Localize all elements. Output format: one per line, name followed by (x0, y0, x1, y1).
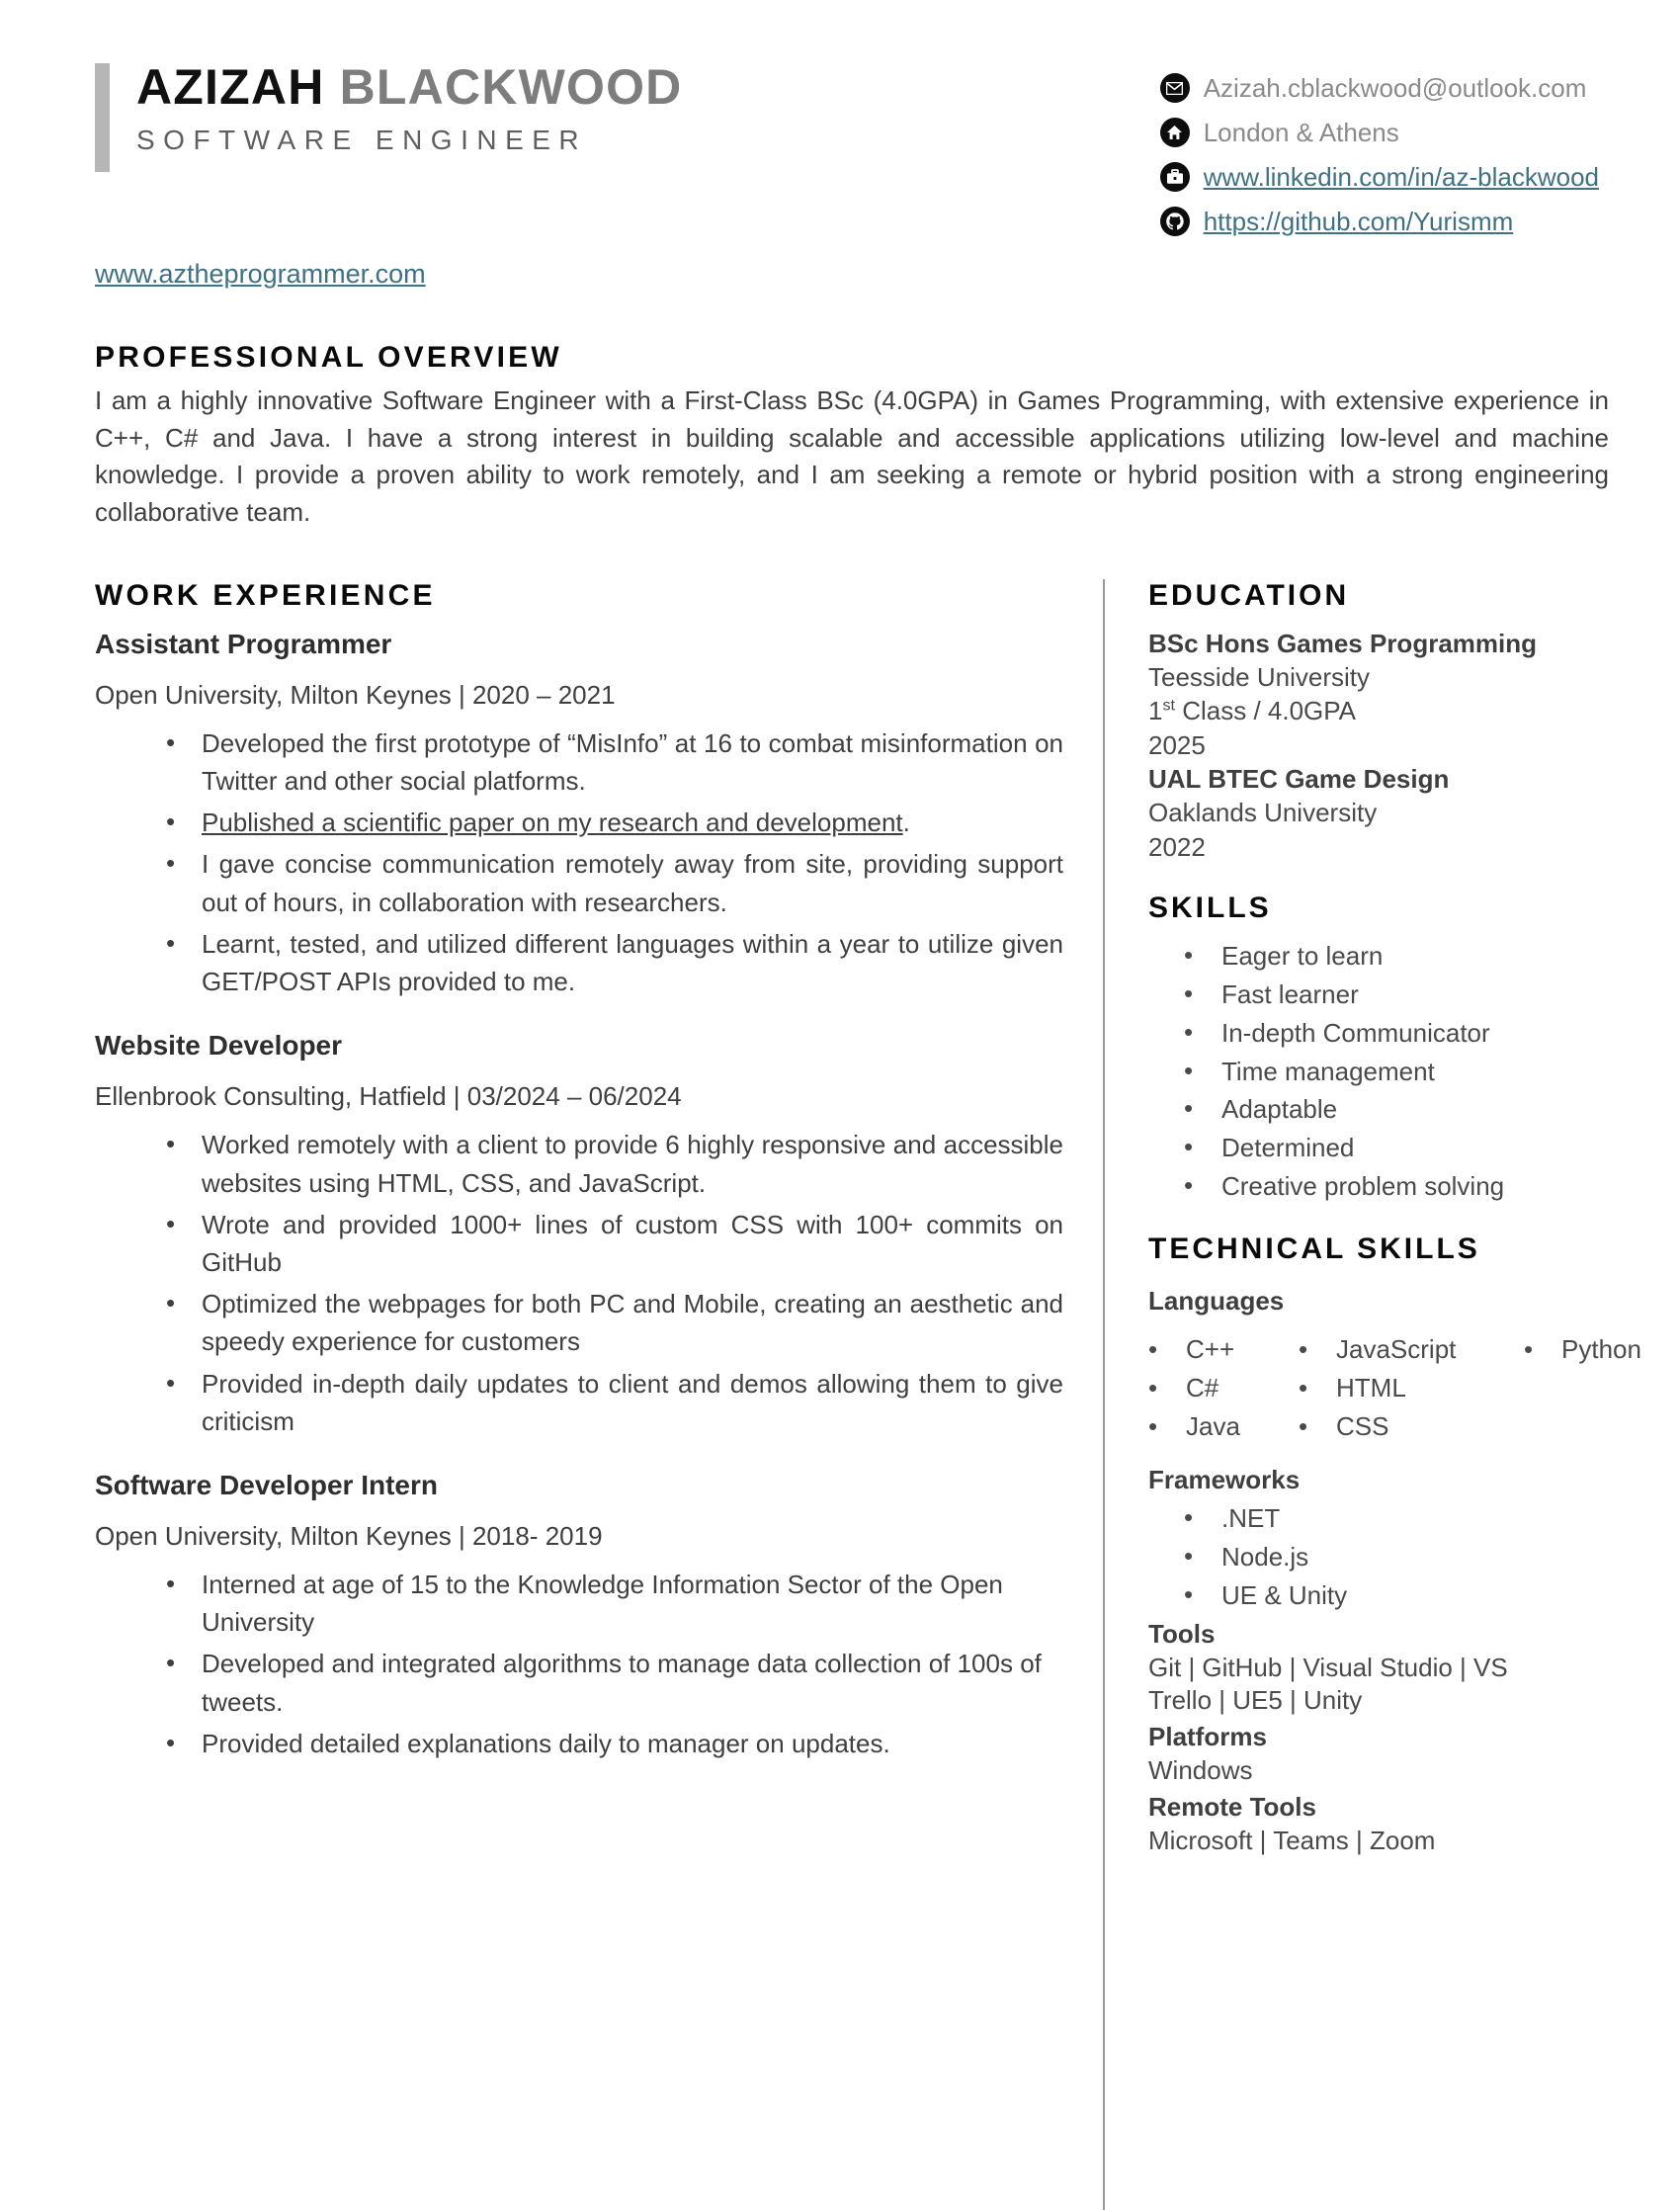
languages-row (1148, 1371, 1641, 1406)
grade-prefix: 1 (1148, 696, 1163, 726)
languages-grid (1148, 1332, 1641, 1445)
language-label: JavaScript (1336, 1334, 1457, 1365)
job-role: Website Developer (95, 1030, 343, 1062)
bullet-suffix: . (902, 808, 910, 838)
website-row (95, 259, 1609, 290)
frameworks-label: Frameworks (1148, 1464, 1301, 1494)
job-bullet (166, 1285, 1063, 1360)
education-entry (1148, 627, 1641, 762)
name-block (95, 59, 682, 156)
remote-tools-label: Remote Tools (1148, 1792, 1316, 1823)
list-item: • Eager to learn (1184, 939, 1641, 975)
name-accent-bar (95, 63, 110, 172)
language-label: Java (1186, 1410, 1240, 1441)
tools-line: Trello | UE5 | Unity (1148, 1685, 1363, 1716)
github-icon (1160, 207, 1190, 236)
job-title: SOFTWARE ENGINEER (136, 125, 588, 155)
last-name: BLACKWOOD (339, 59, 683, 115)
full-name (136, 59, 682, 115)
education-institution: Oaklands University (1148, 798, 1378, 828)
job-meta: Ellenbrook Consulting, Hatfield | 03/2024 – 06/2024 (95, 1081, 682, 1112)
job-bullet (166, 1566, 1063, 1641)
bullet-text: Optimized the webpages for both PC and Mobile, creating an aesthetic and speedy experience for customers (202, 1289, 1063, 1357)
languages-label: Languages (1148, 1286, 1285, 1317)
platforms-line: Windows (1148, 1755, 1253, 1786)
job-bullets (95, 724, 1063, 1001)
bullet-text: Provided detailed explanations daily to manager on updates. (202, 1728, 890, 1758)
language-label: HTML (1336, 1373, 1406, 1403)
job-bullets (95, 1566, 1063, 1762)
bullet-glyph: • (1524, 1334, 1534, 1365)
job-entry (95, 629, 1063, 1001)
job-bullet (166, 1365, 1063, 1440)
github-link[interactable]: https://github.com/Yurismm (1203, 207, 1514, 236)
list-item: • Adaptable (1184, 1092, 1641, 1128)
education-year: 2025 (1148, 729, 1206, 760)
education-year: 2022 (1148, 831, 1206, 862)
linkedin-link[interactable]: www.linkedin.com/in/az-blackwood (1203, 162, 1599, 192)
job-bullet (166, 1206, 1063, 1281)
education-title: UAL BTEC Game Design (1148, 764, 1450, 794)
email-text: Azizah.cblackwood@outlook.com (1203, 73, 1587, 103)
language-item (1299, 1409, 1524, 1445)
job-meta: Open University, Milton Keynes | 2018- 2019 (95, 1521, 603, 1552)
bullet-glyph: • (1148, 1334, 1158, 1365)
language-label: Python (1561, 1334, 1641, 1365)
bullet-glyph: • (1148, 1373, 1158, 1403)
job-role: Software Developer Intern (95, 1470, 438, 1501)
job-bullets (95, 1126, 1063, 1440)
list-item: • Time management (1184, 1055, 1641, 1090)
location-text: London & Athens (1203, 118, 1399, 147)
job-bullet (166, 724, 1063, 800)
job-bullet (166, 925, 1063, 1000)
bullet-text: Developed and integrated algorithms to manage data collection of 100s of tweets. (202, 1649, 1042, 1717)
language-label: C++ (1186, 1334, 1235, 1365)
bullet-text: Worked remotely with a client to provide 6 highly responsive and accessible websites using HTML, CSS, and JavaScript. (202, 1130, 1063, 1198)
bullet-glyph: • (1148, 1410, 1158, 1441)
list-item: • Node.js (1184, 1540, 1641, 1575)
bullet-glyph: • (1299, 1410, 1308, 1441)
remote-tools-line: Microsoft | Teams | Zoom (1148, 1826, 1436, 1856)
technical-skills-heading: TECHNICAL SKILLS (1148, 1232, 1480, 1266)
language-item (1148, 1409, 1299, 1445)
body-columns (95, 578, 1641, 2210)
language-item (1299, 1332, 1524, 1368)
language-item (1299, 1371, 1524, 1406)
briefcase-icon (1160, 162, 1190, 192)
job-role: Assistant Programmer (95, 628, 392, 659)
work-heading: WORK EXPERIENCE (95, 578, 436, 612)
platforms-label: Platforms (1148, 1722, 1267, 1752)
list-item: • UE & Unity (1184, 1578, 1641, 1614)
job-meta: Open University, Milton Keynes | 2020 – 2021 (95, 679, 616, 710)
education-title: BSc Hons Games Programming (1148, 628, 1537, 658)
job-bullet (166, 1725, 1063, 1762)
grade-rest: Class / 4.0GPA (1175, 696, 1357, 726)
bullet-text: Learnt, tested, and utilized different languages within a year to utilize given GET/POST APIs provided to me. (202, 928, 1063, 997)
job-bullet (166, 1645, 1063, 1720)
grade-ordinal-suffix: st (1162, 696, 1175, 715)
tools-label: Tools (1148, 1618, 1216, 1649)
education-grade (1148, 694, 1641, 727)
list-item: • Determined (1184, 1131, 1641, 1166)
languages-row (1148, 1409, 1641, 1445)
education-heading: EDUCATION (1148, 578, 1350, 612)
bullet-text: Developed the first prototype of “MisInfo” at 16 to combat misinformation on Twitter and other social platforms. (202, 727, 1063, 796)
language-item (1148, 1332, 1299, 1368)
personal-website-link[interactable]: www.aztheprogrammer.com (95, 259, 426, 289)
language-label: C# (1186, 1373, 1219, 1403)
bullet-glyph: • (1299, 1334, 1308, 1365)
skills-heading: SKILLS (1148, 891, 1272, 924)
languages-row (1148, 1332, 1641, 1368)
list-item: • Fast learner (1184, 978, 1641, 1013)
language-item (1148, 1371, 1299, 1406)
bullet-glyph: • (1299, 1373, 1308, 1403)
home-icon (1160, 118, 1190, 147)
job-bullet (166, 804, 1063, 841)
bullet-text: I gave concise communication remotely away from site, providing support out of hours, in collaboration with researchers. (202, 849, 1063, 917)
resume-header (95, 59, 1609, 247)
job-bullet (166, 1126, 1063, 1201)
professional-overview-section (95, 341, 1609, 532)
bullet-text: Provided in-depth daily updates to client and demos allowing them to give criticism (202, 1368, 1063, 1436)
overview-text: I am a highly innovative Software Engineer with a First-Class BSc (4.0GPA) in Games Programming, with extensive experience in C++, C# and Java. I have a strong interest in building scalable and accessible applications utilizing low-level and machine knowledge. I provide a proven ability to work remotely, and I am seeking a remote or hybrid position with a strong engineering collaborative team. (95, 385, 1609, 528)
skills-list (1148, 939, 1641, 1205)
contact-block (1160, 59, 1609, 247)
job-bullet (166, 845, 1063, 920)
email-icon (1160, 73, 1190, 103)
sidebar-column (1103, 579, 1641, 2210)
work-experience-column (95, 579, 1103, 2210)
tools-line: Git | GitHub | Visual Studio | VS (1148, 1652, 1508, 1682)
list-item: • In-depth Communicator (1184, 1016, 1641, 1052)
language-label: CSS (1336, 1410, 1389, 1441)
job-entry (95, 1470, 1063, 1762)
contact-row-linkedin (1160, 158, 1599, 196)
frameworks-list (1148, 1501, 1641, 1614)
bullet-text-underlined: Published a scientific paper on my research and development (202, 808, 903, 838)
list-item: • .NET (1184, 1501, 1641, 1537)
language-item (1524, 1332, 1641, 1368)
education-entry (1148, 762, 1641, 864)
education-institution: Teesside University (1148, 662, 1370, 693)
contact-row-github (1160, 203, 1599, 240)
contact-row-email (1160, 69, 1599, 107)
contact-row-location (1160, 114, 1599, 151)
overview-heading: PROFESSIONAL OVERVIEW (95, 341, 562, 374)
job-entry (95, 1030, 1063, 1440)
first-name: AZIZAH (136, 59, 325, 115)
bullet-text: Interned at age of 15 to the Knowledge Information Sector of the Open University (202, 1570, 1003, 1638)
list-item: • Creative problem solving (1184, 1169, 1641, 1205)
bullet-text: Wrote and provided 1000+ lines of custom CSS with 100+ commits on GitHub (202, 1209, 1063, 1277)
